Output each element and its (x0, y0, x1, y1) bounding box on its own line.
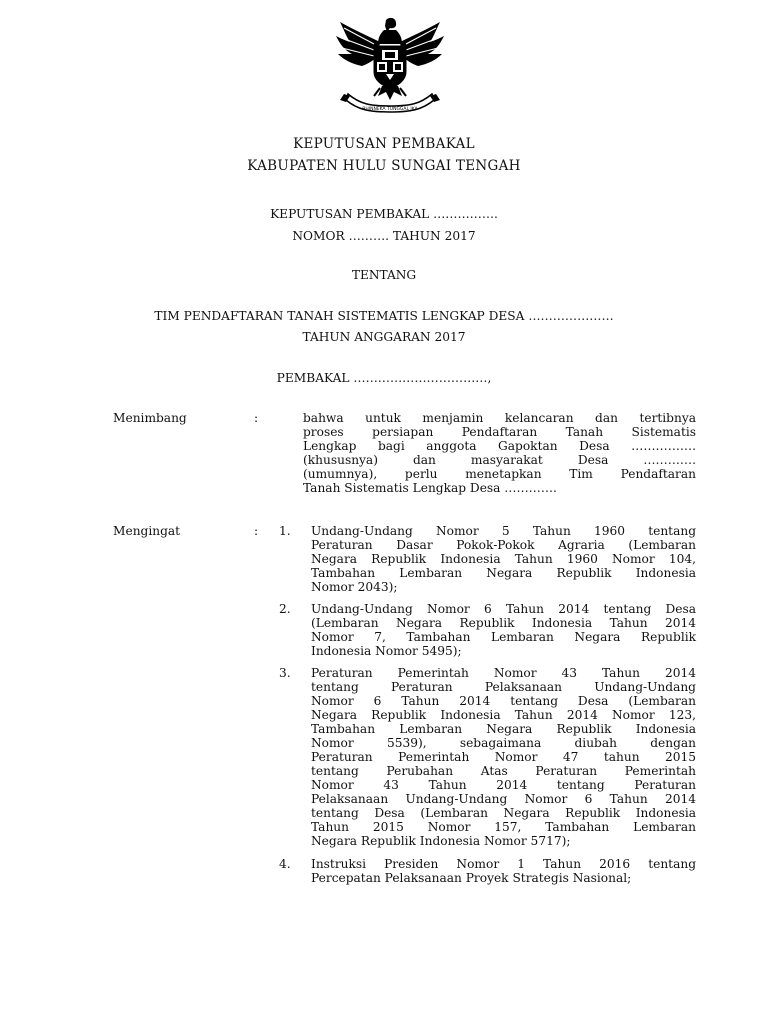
mengingat-item-number: 4. (279, 857, 291, 871)
menimbang-line: proses persiapan Pendaftaran Tanah Sistematis (303, 425, 696, 439)
mengingat-item-line: Tambahan Lembaran Negara Republik Indonesia (311, 722, 696, 736)
mengingat-item-line: Instruksi Presiden Nomor 1 Tahun 2016 tentang (311, 857, 696, 871)
mengingat-item-line: Nomor 43 Tahun 2014 tentang Peraturan (311, 778, 696, 792)
garuda-emblem-icon (330, 14, 450, 114)
title-line-2: KABUPATEN HULU SUNGAI TENGAH (247, 158, 521, 174)
mengingat-item-line: Peraturan Dasar Pokok-Pokok Agraria (Lembaran (311, 538, 696, 552)
mengingat-item-line: Nomor 6 Tahun 2014 tentang Desa (Lembaran (311, 694, 696, 708)
mengingat-item-number: 3. (279, 666, 291, 680)
mengingat-item-line: Peraturan Pemerintah Nomor 43 Tahun 2014 (311, 666, 696, 680)
mengingat-colon: : (254, 524, 259, 538)
title-line-1: KEPUTUSAN PEMBAKAL (293, 136, 475, 152)
mengingat-item-line: tentang Peraturan Pelaksanaan Undang-Undang (311, 680, 696, 694)
mengingat-item-line: Peraturan Pemerintah Nomor 47 tahun 2015 (311, 750, 696, 764)
mengingat-item-line: Nomor 7, Tambahan Lembaran Negara Republik (311, 630, 696, 644)
mengingat-item-line: (Lembaran Negara Republik Indonesia Tahun 2014 (311, 616, 696, 630)
menimbang-line: (umumnya), perlu menetapkan Tim Pendaftaran (303, 467, 696, 481)
mengingat-label: Mengingat (113, 524, 181, 538)
mengingat-item-number: 1. (279, 524, 291, 538)
decree-authority: PEMBAKAL ……………………………, (276, 371, 492, 385)
menimbang-label: Menimbang (113, 411, 187, 425)
mengingat-item-line: Pelaksanaan Undang-Undang Nomor 6 Tahun 2014 (311, 792, 696, 806)
emblem-motto: BHINNEKA TUNGGAL IKA (362, 107, 418, 112)
menimbang-paragraph (303, 411, 696, 495)
mengingat-item-line: Percepatan Pelaksanaan Proyek Strategis Nasional; (311, 871, 632, 885)
menimbang-colon: : (254, 411, 259, 425)
mengingat-item-line: Negara Republik Indonesia Tahun 2014 Nomor 123, (311, 708, 696, 722)
mengingat-item-line: Undang-Undang Nomor 5 Tahun 1960 tentang (311, 524, 696, 538)
mengingat-item-line: tentang Desa (Lembaran Negara Republik Indonesia (311, 806, 696, 820)
mengingat-item-number: 2. (279, 602, 291, 616)
decree-number-line: NOMOR ………. TAHUN 2017 (292, 229, 476, 243)
mengingat-item-line: Negara Republik Indonesia Tahun 1960 Nomor 104, (311, 552, 696, 566)
decree-subject-line-1: TIM PENDAFTARAN TANAH SISTEMATIS LENGKAP DESA ………………… (154, 309, 614, 323)
mengingat-item-line: tentang Perubahan Atas Peraturan Pemerintah (311, 764, 696, 778)
mengingat-item-2 (311, 602, 696, 658)
menimbang-line: Tanah Sistematis Lengkap Desa …………. (303, 481, 557, 495)
mengingat-item-3 (311, 666, 696, 848)
mengingat-item-line: Tambahan Lembaran Negara Republik Indonesia (311, 566, 696, 580)
mengingat-item-line: Negara Republik Indonesia Nomor 5717); (311, 834, 571, 848)
decree-subject-line-2: TAHUN ANGGARAN 2017 (302, 330, 466, 344)
decree-line-1: KEPUTUSAN PEMBAKAL ……………. (270, 207, 498, 221)
mengingat-item-line: Indonesia Nomor 5495); (311, 644, 462, 658)
mengingat-item-line: Tahun 2015 Nomor 157, Tambahan Lembaran (311, 820, 696, 834)
menimbang-line: Lengkap bagi anggota Gapoktan Desa ……………. (303, 439, 696, 453)
mengingat-item-1 (311, 524, 696, 594)
menimbang-line: (khususnya) dan masyarakat Desa …………. (303, 453, 696, 467)
mengingat-item-line: Nomor 2043); (311, 580, 398, 594)
mengingat-item-line: Undang-Undang Nomor 6 Tahun 2014 tentang Desa (311, 602, 696, 616)
mengingat-item-4 (311, 857, 696, 885)
decree-about: TENTANG (351, 268, 417, 282)
mengingat-item-line: Nomor 5539), sebagaimana diubah dengan (311, 736, 696, 750)
menimbang-line: bahwa untuk menjamin kelancaran dan tertibnya (303, 411, 696, 425)
